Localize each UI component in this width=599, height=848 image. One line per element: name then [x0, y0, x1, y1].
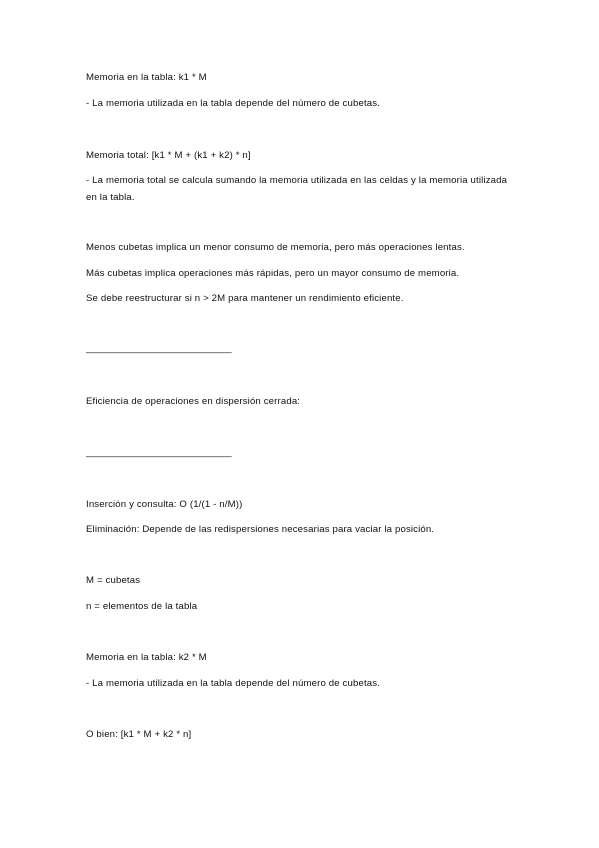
n-definition: n = elementos de la tabla	[86, 601, 198, 612]
fewer-buckets-text: Menos cubetas implica un menor consumo de memoria, pero más operaciones lentas.	[86, 242, 465, 253]
insertion-query-complexity: Inserción y consulta: O (1/(1 - n/M))	[86, 499, 243, 510]
memory-table-k2-heading: Memoria en la tabla: k2 * M	[86, 652, 207, 663]
horizontal-rule-top: ______________________________	[86, 343, 232, 354]
restructure-text: Se debe reestructurar si n > 2M para mantener un rendimiento eficiente.	[86, 293, 404, 304]
m-definition: M = cubetas	[86, 575, 141, 586]
alternative-formula: O bien: [k1 * M + k2 * n]	[86, 729, 192, 740]
memory-total-heading: Memoria total: [k1 * M + (k1 + k2) * n]	[86, 150, 251, 161]
more-buckets-text: Más cubetas implica operaciones más rápidas, pero un mayor consumo de memoria.	[86, 268, 460, 279]
memory-table-k1-heading: Memoria en la tabla: k1 * M	[86, 72, 207, 83]
horizontal-rule-bottom: ______________________________	[86, 447, 232, 458]
closed-hashing-heading: Eficiencia de operaciones en dispersión cerrada:	[86, 396, 301, 407]
deletion-text: Eliminación: Depende de las redispersiones necesarias para vaciar la posición.	[86, 524, 435, 535]
memory-total-note-line2: en la tabla.	[86, 192, 135, 203]
memory-total-note-line1: - La memoria total se calcula sumando la memoria utilizada en las celdas y la memoria utilizada	[86, 175, 508, 186]
memory-table-k2-note: - La memoria utilizada en la tabla depende del número de cubetas.	[86, 678, 381, 689]
memory-table-k1-note: - La memoria utilizada en la tabla depende del número de cubetas.	[86, 98, 381, 109]
